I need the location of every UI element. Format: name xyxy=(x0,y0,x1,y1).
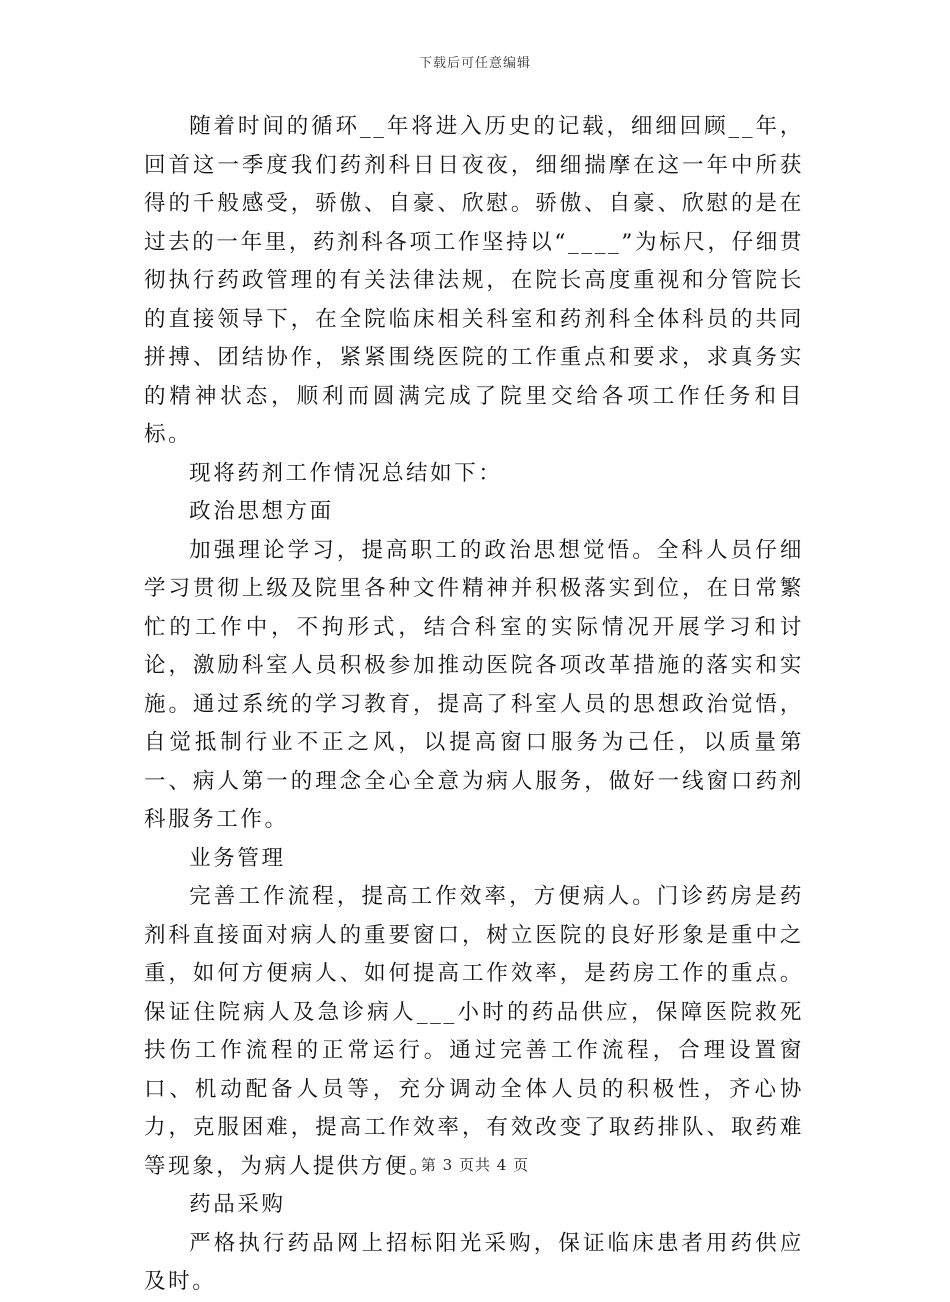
section-heading-procurement: 药品采购 xyxy=(189,1192,286,1217)
page-header: 下载后可任意编辑 xyxy=(418,56,531,71)
section-heading-business: 业务管理 xyxy=(189,845,286,871)
paragraph-procurement: 严格执行药品网上招标阳光采购，保证临床患者用药供应及时。 xyxy=(144,1230,804,1294)
section-heading-political: 政治思想方面 xyxy=(189,499,334,524)
paragraph-intro: 随着时间的循环__年将进入历史的记载，细细回顾__年，回首这一季度我们药剂科日日夜夜，细细揣摩在这一年中所获得的千般感受，骄傲、自豪、欣慰。骄傲、自豪、欣慰的是在过去的一年里，药剂科各项工作坚持以“____”为标尺，仔细贯彻执行药政管理的有关法律法规，在院长高度重视和分管院长的直接领导下，在全院临床相关科室和药剂科全体科员的共同拼搏、团结协作，紧紧围绕医院的工作重点和要求，求真务实的精神状态，顺利而圆满完成了院里交给各项工作任务和目标。 xyxy=(144,114,804,447)
paragraph-summary-lead: 现将药剂工作情况总结如下： xyxy=(189,460,503,486)
document-body xyxy=(144,108,804,1302)
paragraph-business: 完善工作流程，提高工作效率，方便病人。门诊药房是药剂科直接面对病人的重要窗口，树立医院的良好形象是重中之重，如何方便病人、如何提高工作效率，是药房工作的重点。保证住院病人及急诊病人___小时的药品供应，保障医院救死扶伤工作流程的正常运行。通过完善工作流程，合理设置窗口、机动配备人员等，充分调动全体人员的积极性，齐心协力，克服困难，提高工作效率，有效改变了取药排队、取药难等现象，为病人提供方便。 xyxy=(144,884,804,1179)
page-number: 第 3 页共 4 页 xyxy=(420,1156,530,1174)
paragraph-political: 加强理论学习，提高职工的政治思想觉悟。全科人员仔细学习贯彻上级及院里各种文件精神并积极落实到位，在日常繁忙的工作中，不拘形式，结合科室的实际情况开展学习和讨论，激励科室人员积极参加推动医院各项改革措施的落实和实施。通过系统的学习教育，提高了科室人员的思想政治觉悟，自觉抵制行业不正之风，以提高窗口服务为己任，以质量第一、病人第一的理念全心全意为病人服务，做好一线窗口药剂科服务工作。 xyxy=(144,537,804,832)
